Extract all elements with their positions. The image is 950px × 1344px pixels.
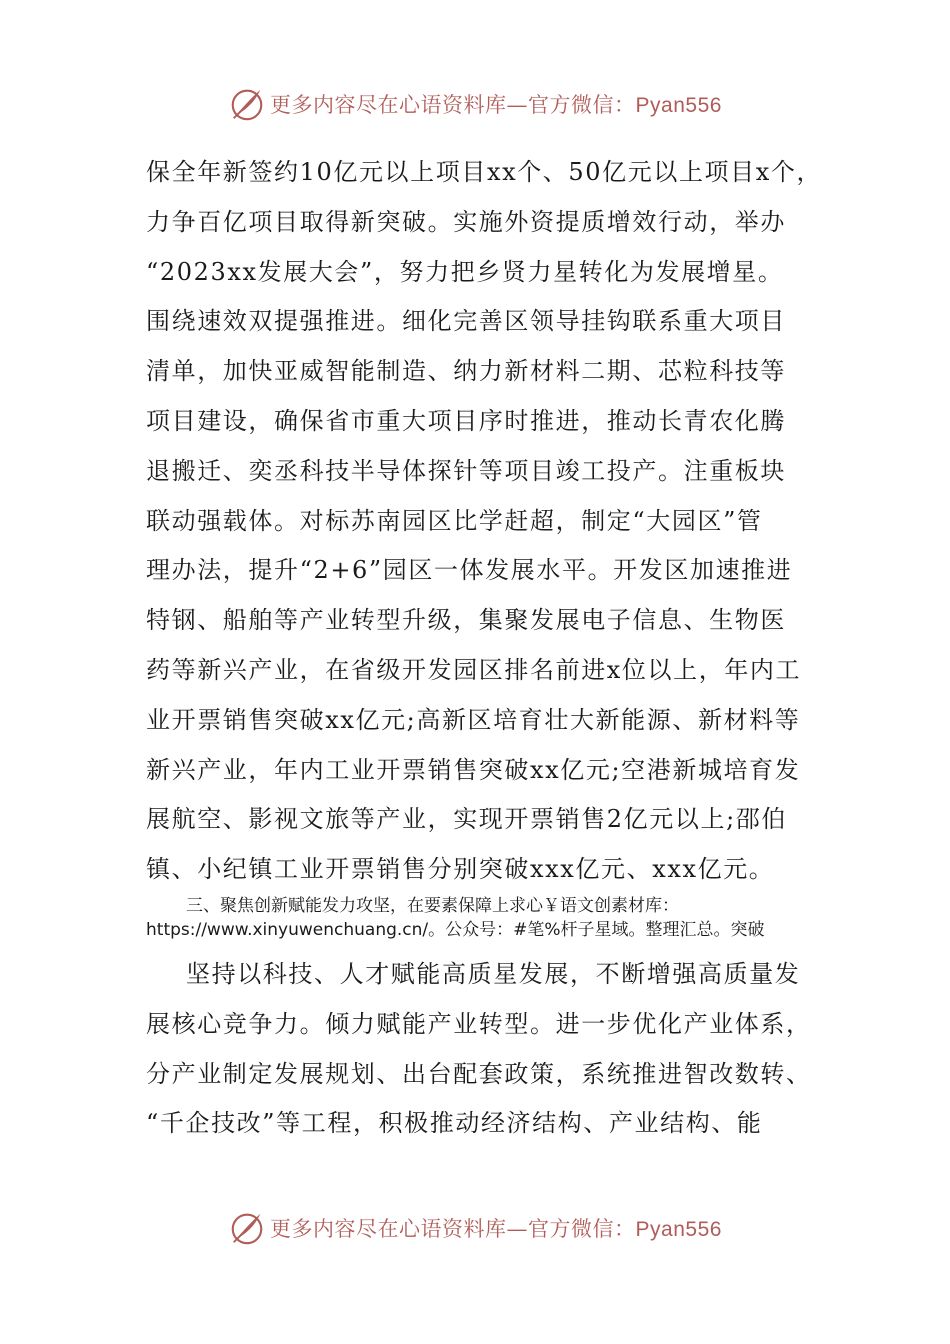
text-line: 清单，加快亚威智能制造、纳力新材料二期、芯粒科技等 bbox=[146, 357, 786, 386]
banner-text-cn: 更多内容尽在心语资料库—官方微信： bbox=[270, 93, 636, 117]
banner-text bbox=[270, 89, 722, 119]
text-line: 药等新兴产业，在省级开发园区排名前进x位以上，年内工 bbox=[146, 655, 802, 684]
section-heading-line-1: 三、聚焦创新赋能发力攻坚，在要素保障上求心￥语文创素材库： bbox=[186, 896, 679, 916]
text-line: 联动强载体。对标苏南园区比学赶超，制定“大园区”管 bbox=[146, 506, 763, 535]
text-line: 新兴产业，年内工业开票销售突破xx亿元;空港新城培育发 bbox=[146, 755, 801, 784]
text-line: 力争百亿项目取得新突破。实施外资提质增效行动，举办 bbox=[146, 207, 786, 236]
text-line: 保全年新签约10亿元以上项目xx个、50亿元以上项目x个， bbox=[146, 158, 823, 186]
text-line: 分产业制定发展规划、出台配套政策，系统推进智改数转、 bbox=[146, 1059, 812, 1088]
paragraph-1 bbox=[146, 148, 826, 895]
text-line: 退搬迁、奕丞科技半导体探针等项目竣工投产。注重板块 bbox=[146, 456, 786, 485]
section-heading bbox=[146, 894, 826, 942]
paragraph-2 bbox=[146, 950, 826, 1149]
text-line: 项目建设，确保省市重大项目序时推进，推动长青农化腾 bbox=[146, 406, 786, 435]
text-line: 业开票销售突破xx亿元;高新区培育壮大新能源、新材料等 bbox=[146, 705, 801, 734]
text-line: 展航空、影视文旅等产业，实现开票销售2亿元以上;邵伯 bbox=[146, 805, 787, 834]
header-watermark-banner bbox=[0, 82, 950, 126]
quill-logo-icon bbox=[228, 85, 266, 123]
text-line: 展核心竞争力。倾力赋能产业转型。进一步优化产业体系， bbox=[146, 1009, 812, 1038]
section-heading-line-2: https://www.xinyuwenchuang.cn/。公众号：#笔%杆子星域。整理汇总。突破 bbox=[146, 920, 765, 940]
banner-wechat-id: Pyan556 bbox=[635, 94, 722, 117]
banner-text bbox=[270, 1213, 722, 1243]
text-line: 特钢、船舶等产业转型升级，集聚发展电子信息、生物医 bbox=[146, 606, 786, 635]
text-line: 围绕速效双提强推进。细化完善区领导挂钩联系重大项目 bbox=[146, 307, 786, 336]
text-line: 坚持以科技、人才赋能高质星发展，不断增强高质量发 bbox=[186, 960, 801, 988]
text-line: 镇、小纪镇工业开票销售分别突破xxx亿元、xxx亿元。 bbox=[146, 855, 775, 884]
banner-wechat-id: Pyan556 bbox=[635, 1218, 722, 1241]
footer-watermark-banner bbox=[0, 1206, 950, 1250]
quill-logo-icon bbox=[228, 1209, 266, 1247]
text-line: “2023xx发展大会”，努力把乡贤力星转化为发展增星。 bbox=[146, 257, 784, 286]
text-line: 理办法，提升“2+6”园区一体发展水平。开发区加速推进 bbox=[146, 556, 793, 585]
text-line: “千企技改”等工程，积极推动经济结构、产业结构、能 bbox=[146, 1109, 763, 1138]
banner-text-cn: 更多内容尽在心语资料库—官方微信： bbox=[270, 1217, 636, 1241]
